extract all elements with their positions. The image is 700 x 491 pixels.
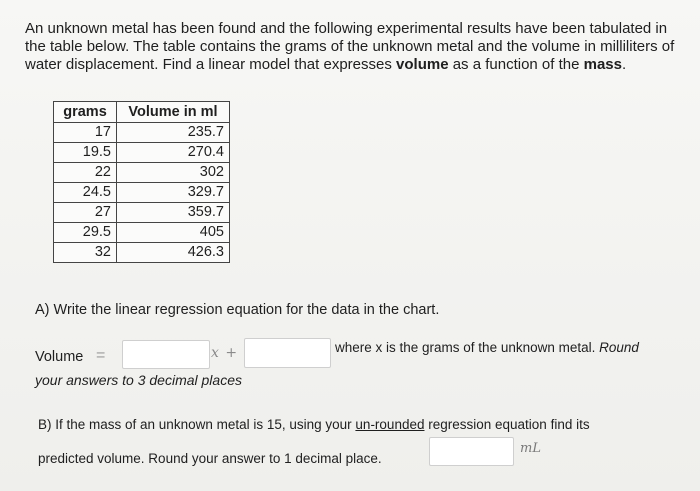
cell-volume: 302: [117, 163, 230, 183]
table-row: [54, 163, 230, 183]
x-plus-label: x +: [211, 345, 239, 361]
part-a-question: A) Write the linear regression equation for the data in the chart.: [35, 302, 440, 318]
cell-grams: 24.5: [54, 183, 117, 203]
cell-grams: 19.5: [54, 143, 117, 163]
volume-label: Volume: [35, 349, 84, 365]
problem-statement: [25, 20, 685, 74]
cell-grams: 32: [54, 243, 117, 263]
table-row: [54, 203, 230, 223]
cell-grams: 22: [54, 163, 117, 183]
part-b-text-3: predicted volume. Round your answer to 1 decimal place.: [38, 451, 382, 466]
cell-volume: 426.3: [117, 243, 230, 263]
header-grams: grams: [54, 102, 117, 123]
intro-text-1: An unknown metal has been found and the following experimental results have been tabulated in the table below. The table contains the grams of the unknown metal and the volume in milliliters of water displacement. Find a linear model that expresses: [25, 20, 675, 73]
slope-input[interactable]: [122, 340, 210, 369]
data-table: [53, 101, 230, 263]
cell-grams: 29.5: [54, 223, 117, 243]
intro-bold-volume: volume: [396, 56, 449, 73]
table-row: [54, 223, 230, 243]
cell-grams: 27: [54, 203, 117, 223]
cell-volume: 359.7: [117, 203, 230, 223]
part-b-text-1: B) If the mass of an unknown metal is 15, using your: [38, 417, 356, 432]
round-word: Round: [599, 340, 639, 355]
table-row: [54, 243, 230, 263]
table-row: [54, 123, 230, 143]
cell-volume: 405: [117, 223, 230, 243]
part-b-text-2: regression equation find its: [424, 417, 590, 432]
equals-sign: =: [96, 347, 106, 364]
predicted-volume-input[interactable]: [429, 437, 514, 466]
intercept-input[interactable]: [244, 338, 331, 368]
cell-volume: 235.7: [117, 123, 230, 143]
cell-grams: 17: [54, 123, 117, 143]
part-b-unrounded: un-rounded: [355, 417, 425, 432]
table-header-row: [54, 102, 230, 123]
part-b-question: [38, 416, 658, 468]
table-row: [54, 143, 230, 163]
cell-volume: 329.7: [117, 183, 230, 203]
rounding-instruction: your answers to 3 decimal places: [35, 372, 242, 388]
cell-volume: 270.4: [117, 143, 230, 163]
intro-text-2: as a function of the: [448, 56, 584, 73]
header-volume: Volume in ml: [117, 102, 230, 123]
unit-label: mL: [520, 441, 541, 456]
where-note: [335, 340, 639, 355]
where-text: where x is the grams of the unknown metal.: [335, 340, 600, 355]
table-row: [54, 183, 230, 203]
intro-text-3: .: [622, 56, 627, 73]
intro-bold-mass: mass: [583, 56, 622, 73]
